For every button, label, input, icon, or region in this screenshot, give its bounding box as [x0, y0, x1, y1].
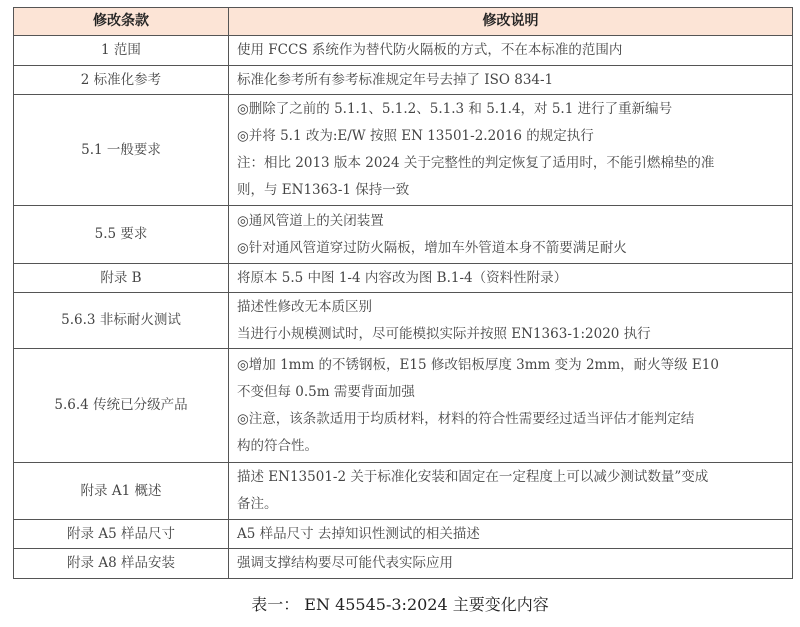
table-row — [14, 206, 793, 264]
table-row — [14, 520, 793, 549]
clause-cell: 附录 A1 概述 — [14, 463, 229, 520]
description-line: 则，与 EN1363-1 保持一致 — [237, 182, 410, 198]
description-cell — [229, 95, 793, 206]
clause-cell: 5.1 一般要求 — [14, 95, 229, 206]
table-header-row — [14, 8, 793, 36]
description-line: 将原本 5.5 中图 1-4 内容改为图 B.1-4（资料性附录） — [237, 269, 568, 286]
description-line: 不变但每 0.5m 需要背面加强 — [237, 383, 415, 400]
table-row — [14, 66, 793, 95]
table-row — [14, 549, 793, 579]
description-cell — [229, 293, 793, 349]
description-line: A5 样品尺寸 去掉知识性测试的相关描述 — [237, 525, 480, 542]
clause-cell: 5.5 要求 — [14, 206, 229, 264]
description-line: ◎注意，该条款适用于均质材料，材料的符合性需要经过适当评估才能判定结 — [237, 410, 695, 427]
table-row — [14, 463, 793, 520]
header-description: 修改说明 — [229, 8, 793, 36]
description-cell — [229, 206, 793, 264]
description-line: 标准化参考所有参考标准规定年号去掉了 ISO 834-1 — [237, 71, 554, 88]
description-cell — [229, 520, 793, 549]
description-cell — [229, 36, 793, 66]
description-cell — [229, 264, 793, 293]
table-row — [14, 293, 793, 349]
description-line: ◎针对通风管道穿过防火隔板，增加车外管道本身不箭要满足耐火 — [237, 239, 627, 256]
table-row — [14, 264, 793, 293]
header-clause: 修改条款 — [14, 8, 229, 36]
table-row — [14, 36, 793, 66]
clause-cell: 附录 A5 样品尺寸 — [14, 520, 229, 549]
description-line: ◎并将 5.1 改为:E/W 按照 EN 13501-2.2016 的规定执行 — [237, 128, 594, 144]
clause-cell: 2 标准化参考 — [14, 66, 229, 95]
description-cell — [229, 349, 793, 463]
description-line: ◎删除了之前的 5.1.1、5.1.2、5.1.3 和 5.1.4，对 5.1 进行了重新编号 — [237, 101, 673, 117]
clause-cell: 附录 B — [14, 264, 229, 293]
table-row — [14, 95, 793, 206]
description-line: 注：相比 2013 版本 2024 关于完整性的判定恢复了适用时，不能引燃棉垫的准 — [237, 155, 715, 171]
description-line: ◎增加 1mm 的不锈钢板，E15 修改铝板厚度 3mm 变为 2mm，耐火等级 E10 — [237, 356, 719, 373]
table-row — [14, 349, 793, 463]
description-line: 使用 FCCS 系统作为替代防火隔板的方式，不在本标准的范围内 — [237, 42, 623, 58]
description-line: ◎通风管道上的关闭装置 — [237, 212, 384, 229]
clause-cell: 5.6.3 非标耐火测试 — [14, 293, 229, 349]
description-line: 构的符合性。 — [237, 437, 318, 454]
description-line: 强调支撑结构要尽可能代表实际应用 — [237, 555, 453, 571]
clause-cell: 5.6.4 传统已分级产品 — [14, 349, 229, 463]
clause-cell: 附录 A8 样品安装 — [14, 549, 229, 579]
clause-cell: 1 范围 — [14, 36, 229, 66]
description-line: 当进行小规模测试时，尽可能模拟实际并按照 EN1363-1:2020 执行 — [237, 325, 651, 342]
description-line: 描述性修改无本质区别 — [237, 298, 372, 315]
description-line: 备注。 — [237, 496, 278, 512]
description-cell — [229, 66, 793, 95]
description-line: 描述 EN13501-2 关于标准化安装和固定在一定程度上可以减少测试数量”变成 — [237, 469, 709, 485]
changes-table — [13, 7, 793, 579]
description-cell — [229, 463, 793, 520]
description-cell — [229, 549, 793, 579]
table-caption: 表一： EN 45545-3:2024 主要变化内容 — [251, 595, 549, 614]
